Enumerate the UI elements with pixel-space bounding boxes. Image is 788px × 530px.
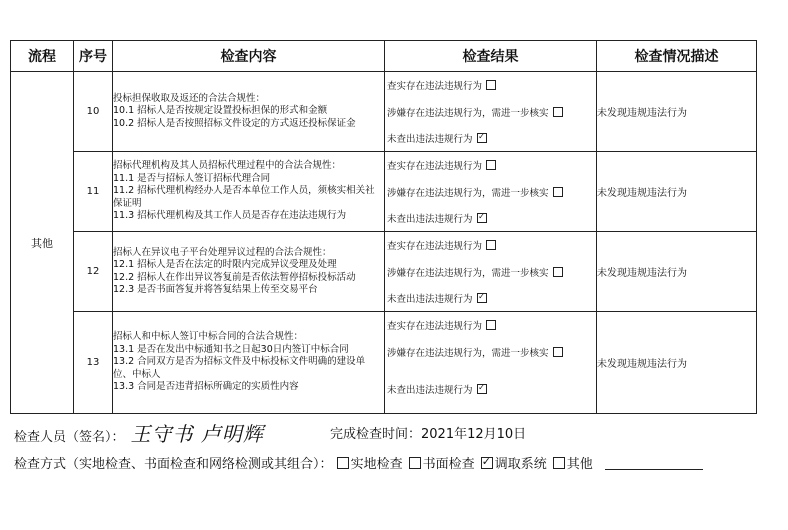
result-option (385, 72, 596, 99)
header-content: 检查内容 (113, 41, 385, 72)
seq-cell: 10 (74, 72, 113, 152)
content-line: 12.3 是否书面答复并将答复结果上传至交易平台 (113, 283, 318, 295)
method-line (14, 453, 703, 472)
checked-checkbox[interactable] (477, 213, 487, 223)
completion-label: 完成检查时间： (330, 427, 422, 442)
method-label-text: 调取系统 (494, 457, 547, 472)
result-option (385, 99, 596, 126)
content-line: 11.3 招标代理机构及其工作人员是否存在违法违规行为 (113, 210, 347, 222)
method-option[interactable] (481, 457, 547, 472)
method-label-text: 书面检查 (422, 457, 475, 472)
result-option (385, 259, 596, 286)
content-line: 招标人在异议电子平台处理异议过程的合法合规性： (113, 246, 332, 258)
checked-checkbox[interactable] (477, 293, 487, 303)
result-option (385, 339, 596, 366)
result-option (385, 365, 596, 413)
method-option[interactable] (409, 457, 475, 472)
content-line: 10.1 招标人是否按规定设置投标担保的形式和金额 (113, 105, 328, 117)
result-option-label: 涉嫌存在违法违规行为，需进一步核实 (387, 268, 549, 280)
content-line: 13.3 合同是否违背招标所确定的实质性内容 (113, 381, 299, 393)
result-option-label: 查实存在违法违规行为 (387, 81, 483, 93)
completion-date: 2021年12月10日 (421, 427, 527, 442)
result-option (385, 125, 596, 151)
content-line: 13.2 合同双方是否为招标文件及中标投标文件明确的建设单位、中标人 (113, 356, 366, 380)
result-option-label: 涉嫌存在违法违规行为，需进一步核实 (387, 188, 549, 200)
seq-cell: 12 (74, 232, 113, 312)
checkbox[interactable] (486, 240, 496, 250)
checkbox[interactable] (409, 457, 421, 469)
inspector-line (14, 418, 264, 447)
table-row (11, 152, 757, 232)
result-option-label: 查实存在违法违规行为 (387, 161, 483, 173)
content-line: 11.1 是否与招标人签订招标代理合同 (113, 172, 271, 184)
content-line: 12.1 招标人是否在法定的时限内完成异议受理及处理 (113, 259, 337, 271)
method-label-text: 实地检查 (350, 457, 403, 472)
seq-cell: 11 (74, 152, 113, 232)
result-option (385, 205, 596, 231)
content-line: 招标人和中标人签订中标合同的合法合规性： (113, 331, 304, 343)
content-line: 招标代理机构及其人员招标代理过程中的合法合规性： (113, 160, 342, 172)
header-description: 检查情况描述 (597, 41, 757, 72)
result-option-label: 涉嫌存在违法违规行为，需进一步核实 (387, 348, 549, 360)
description-cell: 未发现违规违法行为 (597, 72, 757, 152)
result-option-label: 查实存在违法违规行为 (387, 321, 483, 333)
result-option (385, 179, 596, 206)
checked-checkbox[interactable] (477, 384, 487, 394)
method-label: 检查方式（实地检查、书面检查和网络检测或其组合）： (14, 457, 333, 472)
content-cell (113, 72, 385, 152)
header-result: 检查结果 (385, 41, 597, 72)
result-option-label: 查实存在违法违规行为 (387, 241, 483, 253)
checkbox[interactable] (486, 160, 496, 170)
result-option-label: 未查出违法违规行为 (387, 294, 473, 306)
content-line: 13.1 是否在发出中标通知书之日起30日内签订中标合同 (113, 343, 349, 355)
content-line: 投标担保收取及返还的合法合规性： (113, 92, 266, 104)
checkbox[interactable] (553, 347, 563, 357)
result-option (385, 312, 596, 339)
content-cell (113, 312, 385, 414)
checkbox[interactable] (486, 80, 496, 90)
result-option-label: 未查出违法违规行为 (387, 385, 473, 397)
result-option-label: 未查出违法违规行为 (387, 214, 473, 226)
header-seq: 序号 (74, 41, 113, 72)
checkbox[interactable] (553, 187, 563, 197)
checkbox[interactable] (553, 267, 563, 277)
method-label-text: 其他 (566, 457, 593, 472)
signature: 王守书 卢明辉 (130, 422, 264, 446)
checkbox[interactable] (553, 457, 565, 469)
seq-cell: 13 (74, 312, 113, 414)
result-cell (385, 72, 597, 152)
checkbox[interactable] (553, 107, 563, 117)
result-option-label: 涉嫌存在违法违规行为，需进一步核实 (387, 108, 549, 120)
description-cell: 未发现违规违法行为 (597, 152, 757, 232)
table-row (11, 312, 757, 414)
other-blank-line (605, 457, 703, 470)
result-option-label: 未查出违法违规行为 (387, 134, 473, 146)
content-cell (113, 152, 385, 232)
description-cell: 未发现违规违法行为 (597, 312, 757, 414)
method-option[interactable] (337, 457, 403, 472)
content-line: 11.2 招标代理机构经办人是否本单位工作人员，须核实相关社保证明 (113, 185, 375, 209)
table-row (11, 72, 757, 152)
result-cell (385, 232, 597, 312)
content-cell (113, 232, 385, 312)
table-row (11, 232, 757, 312)
checked-checkbox[interactable] (481, 457, 493, 469)
result-option (385, 152, 596, 179)
checkbox[interactable] (486, 320, 496, 330)
content-line: 12.2 招标人在作出异议答复前是否依法暂停招标投标活动 (113, 271, 356, 283)
description-cell: 未发现违规违法行为 (597, 232, 757, 312)
content-line: 10.2 招标人是否按照招标文件设定的方式返还投标保证金 (113, 117, 356, 129)
inspector-label: 检查人员（签名）： (14, 430, 125, 445)
inspection-table (10, 40, 757, 414)
result-cell (385, 152, 597, 232)
checked-checkbox[interactable] (477, 133, 487, 143)
result-cell (385, 312, 597, 414)
method-option[interactable] (553, 457, 593, 472)
result-option (385, 232, 596, 259)
header-process: 流程 (11, 41, 74, 72)
completion-line (330, 423, 526, 442)
checkbox[interactable] (337, 457, 349, 469)
process-cell: 其他 (11, 72, 74, 414)
table-header-row (11, 41, 757, 72)
result-option (385, 285, 596, 311)
